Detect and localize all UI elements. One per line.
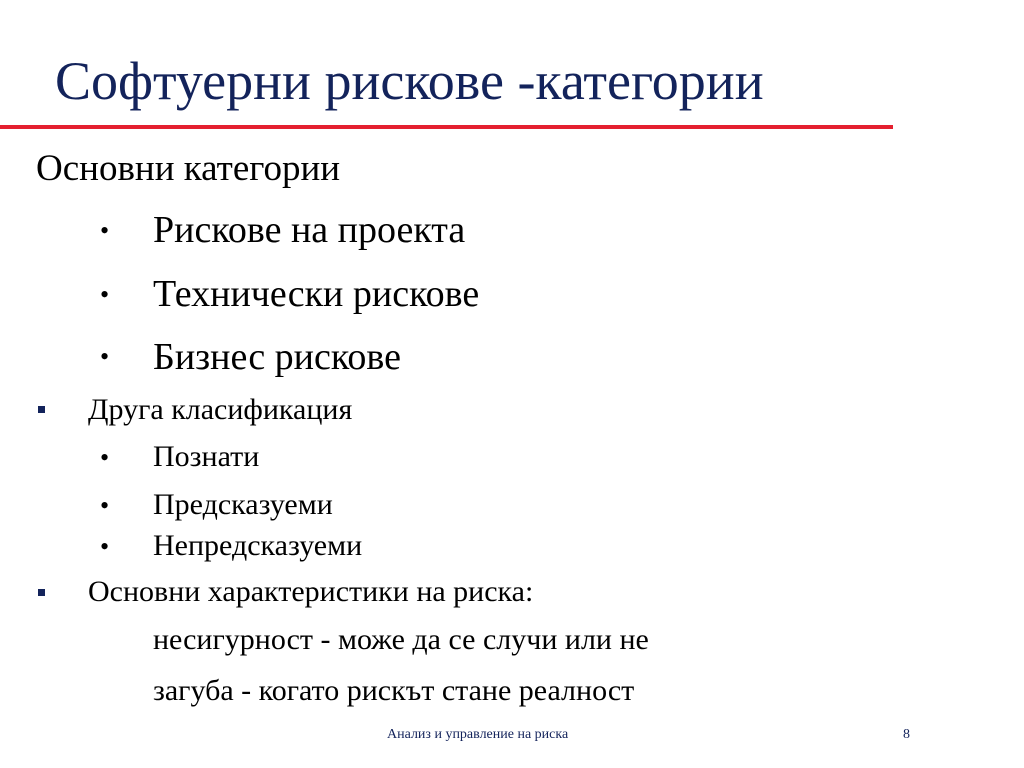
square-bullet-icon	[38, 406, 45, 413]
main-categories-heading: Основни категории	[36, 148, 341, 189]
other-item: Непредсказуеми	[153, 529, 363, 562]
footer-caption: Анализ и управление на риска	[387, 727, 569, 742]
other-classification-heading: Друга класификация	[88, 393, 353, 426]
characteristic-line: несигурност - може да се случи или не	[153, 623, 649, 656]
bullet-icon: •	[100, 342, 110, 371]
other-item: Предсказуеми	[153, 488, 333, 521]
bullet-icon: •	[100, 280, 110, 309]
bullet-icon: •	[100, 491, 110, 520]
characteristics-heading: Основни характеристики на риска:	[88, 575, 534, 608]
main-item: Рискове на проекта	[153, 209, 466, 251]
main-item: Технически рискове	[153, 273, 480, 315]
slide-title: Софтуерни рискове -категории	[55, 51, 764, 111]
other-item: Познати	[153, 440, 260, 473]
title-underline	[0, 125, 893, 129]
main-item: Бизнес рискове	[153, 336, 402, 378]
square-bullet-icon	[38, 589, 45, 596]
bullet-icon: •	[100, 443, 110, 472]
bullet-icon: •	[100, 216, 110, 245]
bullet-icon: •	[100, 532, 110, 561]
page-number: 8	[903, 727, 910, 742]
characteristic-line: загуба - когато рискът стане реалност	[153, 674, 635, 707]
